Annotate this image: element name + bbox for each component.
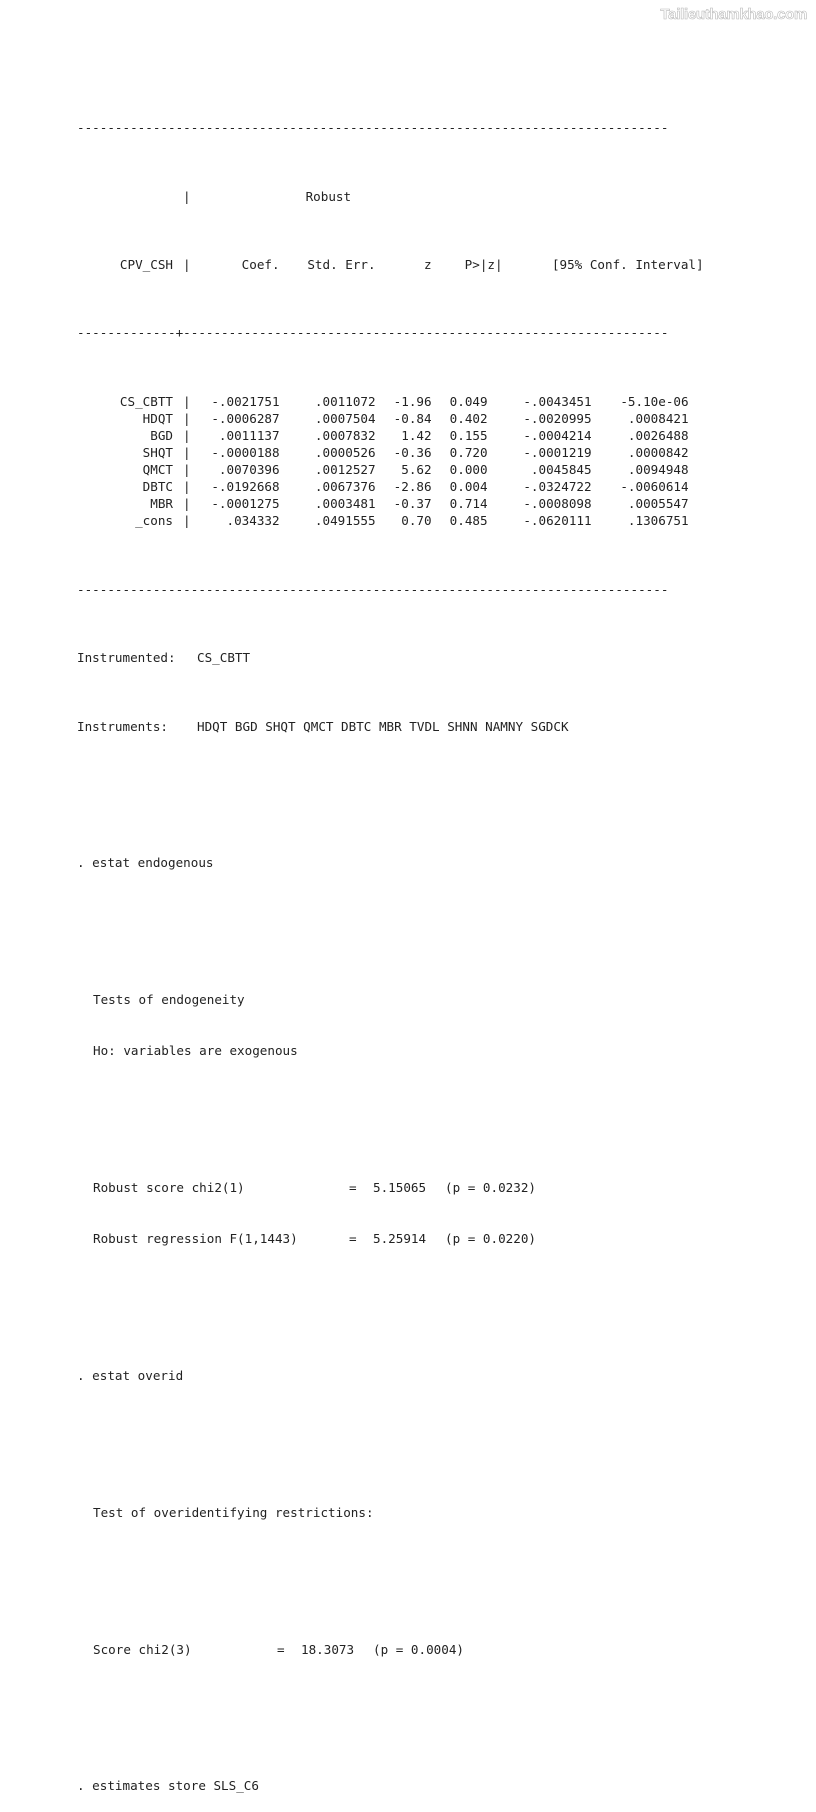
endogeneity-test-row [77, 1230, 704, 1247]
header-separator: | [183, 257, 191, 273]
cell-ci-low: -.0020995 [523, 410, 592, 426]
instruments-line [77, 718, 704, 735]
cell-p-value: 0.000 [449, 462, 488, 478]
cell-ci-high: .1306751 [627, 513, 689, 529]
header-z: z [424, 257, 432, 273]
test-label: Robust score chi2(1) [93, 1180, 245, 1196]
cell-ci-low: -.0620111 [523, 513, 592, 529]
table-row [77, 427, 704, 444]
cell-ci-high: .0026488 [627, 427, 689, 443]
header-std-err: Std. Err. [307, 257, 376, 273]
watermark-logo: Tailieuthamkhao.com [660, 6, 807, 23]
table-body [77, 393, 704, 530]
test-statistic: 5.25914 [373, 1231, 427, 1247]
table-row [77, 512, 704, 529]
cell-std-err: .0003481 [314, 496, 376, 512]
header-p-value: P>|z| [464, 257, 503, 273]
blank-line [77, 1572, 704, 1589]
cell-std-err: .0007832 [314, 427, 376, 443]
row-separator: | [183, 445, 191, 461]
row-separator: | [183, 513, 191, 529]
header-conf-interval: [95% Conf. Interval] [551, 257, 704, 273]
table-row [77, 444, 704, 461]
cell-ci-high: .0005547 [627, 496, 689, 512]
blank-line [77, 1709, 704, 1726]
cell-variable: QMCT [142, 462, 173, 478]
test-equals: = [277, 1641, 285, 1657]
endogeneity-test-row [77, 1179, 704, 1196]
test-statistic: 18.3073 [301, 1641, 355, 1657]
cell-variable: CS_CBTT [119, 393, 173, 409]
cell-coef: .0070396 [218, 462, 280, 478]
cell-p-value: 0.485 [449, 513, 488, 529]
cell-z: -0.36 [393, 445, 432, 461]
cell-std-err: .0012527 [314, 462, 376, 478]
cell-z: -2.86 [393, 479, 432, 495]
cell-std-err: .0011072 [314, 393, 376, 409]
blank-line [77, 786, 704, 803]
cell-ci-low: -.0001219 [523, 445, 592, 461]
table-row [77, 410, 704, 427]
row-separator: | [183, 496, 191, 512]
cell-coef: .0011137 [218, 427, 280, 443]
command-estimates-store: . estimates store SLS_C6 [77, 1778, 259, 1794]
table-rule-bottom: ------------------------------------------------------------------------------ [77, 581, 669, 597]
cell-ci-low: -.0043451 [523, 393, 592, 409]
cell-coef: -.0000188 [211, 445, 280, 461]
cell-ci-high: .0094948 [627, 462, 689, 478]
table-rule-mid: -------------+---------------------------------------------------------------- [77, 325, 669, 341]
table-row [77, 461, 704, 478]
row-separator: | [183, 462, 191, 478]
cell-std-err: .0491555 [314, 513, 376, 529]
cell-p-value: 0.402 [449, 410, 488, 426]
cell-p-value: 0.155 [449, 427, 488, 443]
table-row [77, 478, 704, 495]
command-estat-endogenous: . estat endogenous [77, 855, 214, 871]
test-equals: = [349, 1231, 357, 1247]
endogeneity-title: Tests of endogeneity [93, 992, 245, 1008]
command-estat-overid: . estat overid [77, 1368, 184, 1384]
cell-variable: BGD [150, 427, 173, 443]
instrumented-label: Instrumented: [77, 650, 176, 666]
table-header-row-1 [77, 188, 704, 205]
instrumented-value: CS_CBTT [197, 650, 251, 666]
header-separator: | [183, 188, 191, 204]
cell-p-value: 0.049 [449, 393, 488, 409]
cell-variable: DBTC [142, 479, 173, 495]
test-label: Score chi2(3) [93, 1641, 192, 1657]
test-p-value: (p = 0.0220) [445, 1231, 536, 1247]
overid-test-row [77, 1641, 704, 1658]
test-p-value: (p = 0.0004) [373, 1641, 464, 1657]
instrumented-line [77, 649, 704, 666]
cell-ci-low: -.0324722 [523, 479, 592, 495]
cell-coef: -.0001275 [211, 496, 280, 512]
cell-z: -1.96 [393, 393, 432, 409]
instruments-label: Instruments: [77, 718, 168, 734]
cell-p-value: 0.720 [449, 445, 488, 461]
cell-ci-high: -.0060614 [620, 479, 689, 495]
cell-ci-low: -.0004214 [523, 427, 592, 443]
row-separator: | [183, 410, 191, 426]
row-separator: | [183, 479, 191, 495]
cell-std-err: .0007504 [314, 410, 376, 426]
test-statistic: 5.15065 [373, 1180, 427, 1196]
cell-z: 0.70 [401, 513, 432, 529]
cell-variable: _cons [135, 513, 173, 529]
blank-line [77, 923, 704, 940]
header-dependent-variable: CPV_CSH [119, 257, 173, 273]
cell-ci-high: .0000842 [627, 445, 689, 461]
cell-coef: -.0192668 [211, 479, 280, 495]
test-p-value: (p = 0.0232) [445, 1180, 536, 1196]
test-equals: = [349, 1180, 357, 1196]
cell-p-value: 0.714 [449, 496, 488, 512]
cell-ci-high: -5.10e-06 [620, 393, 689, 409]
row-separator: | [183, 393, 191, 409]
blank-line [77, 1299, 704, 1316]
table-row [77, 495, 704, 512]
cell-ci-high: .0008421 [627, 410, 689, 426]
cell-p-value: 0.004 [449, 479, 488, 495]
cell-variable: MBR [150, 496, 173, 512]
table-rule-top: ------------------------------------------------------------------------------ [77, 120, 669, 136]
cell-std-err: .0067376 [314, 479, 376, 495]
cell-ci-low: .0045845 [530, 462, 592, 478]
table-header-row-2 [77, 256, 704, 273]
cell-ci-low: -.0008098 [523, 496, 592, 512]
blank-line [77, 1436, 704, 1453]
header-coef: Coef. [241, 257, 280, 273]
cell-z: 5.62 [401, 462, 432, 478]
cell-coef: .034332 [226, 513, 280, 529]
cell-coef: -.0021751 [211, 393, 280, 409]
endogeneity-null-hypothesis: Ho: variables are exogenous [93, 1043, 298, 1059]
cell-variable: SHQT [142, 445, 173, 461]
blank-line [77, 1111, 704, 1128]
cell-variable: HDQT [142, 410, 173, 426]
instruments-value: HDQT BGD SHQT QMCT DBTC MBR TVDL SHNN NAMNY SGDCK [197, 718, 569, 734]
header-robust-label: Robust [305, 188, 352, 204]
cell-std-err: .0000526 [314, 445, 376, 461]
test-label: Robust regression F(1,1443) [93, 1231, 298, 1247]
cell-z: 1.42 [401, 427, 432, 443]
stata-output [77, 68, 704, 1812]
table-row [77, 393, 704, 410]
cell-coef: -.0006287 [211, 410, 280, 426]
cell-z: -0.37 [393, 496, 432, 512]
row-separator: | [183, 427, 191, 443]
overid-title: Test of overidentifying restrictions: [93, 1504, 374, 1520]
cell-z: -0.84 [393, 410, 432, 426]
